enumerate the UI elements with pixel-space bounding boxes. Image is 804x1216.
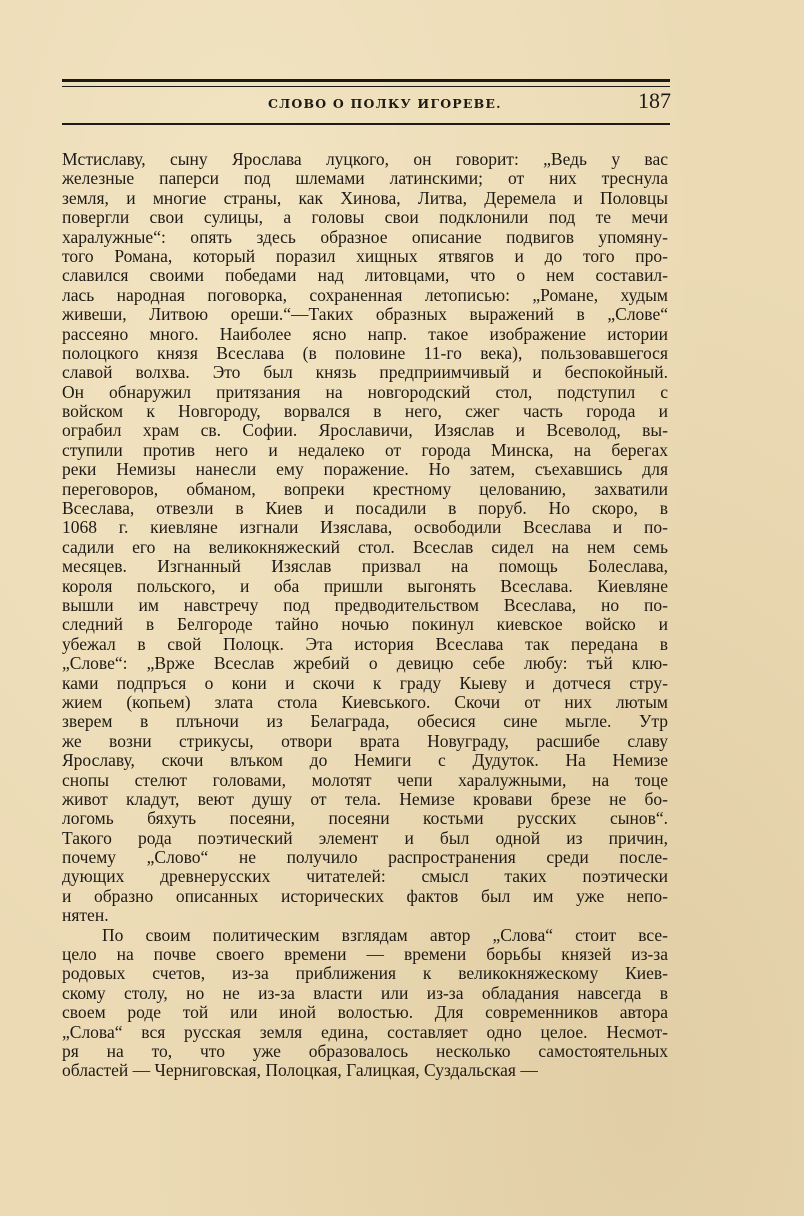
- text-line: логомь бяхуть посеяни, посеяни костьми русских сынов“.: [62, 809, 668, 829]
- text-line: земля, и многие страны, как Хинова, Литва, Деремела и Половцы: [62, 188, 668, 208]
- text-line: того Романа, который поразил хищных ятвягов и до того про-: [62, 246, 668, 266]
- text-line: Ярославу, скочи влъком до Немиги с Дудуток. На Немизе: [62, 751, 668, 771]
- text-line: родовых счетов, из-за приближения к великокняжескому Киев-: [62, 964, 668, 984]
- text-line: полоцкого князя Всеслава (в половине 11-го века), пользовавшегося: [62, 343, 668, 363]
- text-line: ступили против него и недалеко от города Минска, на берегах: [62, 440, 668, 460]
- text-line: дующих древнерусских читателей: смысл таких поэтически: [62, 867, 668, 887]
- body-text: [62, 150, 668, 1081]
- text-line: живот кладут, веют душу от тела. Немизе кровави брезе не бо-: [62, 789, 668, 809]
- text-line: скому столу, но не из-за власти или из-за обладания навсегда в: [62, 983, 668, 1003]
- text-line: и образно описанных исторических фактов был им уже непо-: [62, 886, 668, 906]
- text-line: цело на почве своего времени — времени борьбы князей из-за: [62, 945, 668, 965]
- text-line: железные паперси под шлемами латинскими; от них треснула: [62, 169, 668, 189]
- text-line: Он обнаружил притязания на новгородский стол, подступил с: [62, 382, 668, 402]
- page-number: 187: [638, 88, 671, 113]
- paragraph: [62, 926, 668, 1081]
- text-line: рассеяно много. Наиболее ясно напр. такое изображение истории: [62, 324, 668, 344]
- text-line: Всеслава, отвезли в Киев и посадили в поруб. Но скоро, в: [62, 499, 668, 519]
- text-line: войском к Новгороду, ворвался в него, сжег часть города и: [62, 402, 668, 422]
- text-line: убежал в свой Полоцк. Эта история Всеслава так передана в: [62, 634, 668, 654]
- text-line: ограбил храм св. Софии. Ярославичи, Изяслав и Всеволод, вы-: [62, 421, 668, 441]
- text-line: ками подпръся о кони и скочи к граду Кыеву и дотчеся стру-: [62, 673, 668, 693]
- text-line: почему „Слово“ не получило распространения среди после-: [62, 848, 668, 868]
- text-line: ря на то, что уже образовалось несколько самостоятельных: [62, 1041, 668, 1061]
- text-line: жием (копьем) злата стола Киевського. Скочи от них лютым: [62, 692, 668, 712]
- header-rule-thin: [62, 86, 670, 87]
- paragraph: [62, 150, 668, 926]
- text-line: областей — Черниговская, Полоцкая, Галицкая, Суздальская —: [62, 1061, 538, 1081]
- text-line: живеши, Литвою ореши.“—Таких образных выражений в „Слове“: [62, 305, 668, 325]
- text-line: же возни стрикусы, отвори врата Новуграду, расшибе славу: [62, 731, 668, 751]
- text-line: славился своими победами над литовцами, что о нем составил-: [62, 266, 668, 286]
- text-line: Мстиславу, сыну Ярослава луцкого, он говорит: „Ведь у вас: [62, 150, 668, 169]
- text-line: садили его на великокняжеский стол. Всеслав сидел на нем семь: [62, 537, 668, 557]
- header-rule-thick: [62, 79, 670, 82]
- text-line: славой волхва. Это был князь предприимчивый и беспокойный.: [62, 363, 668, 383]
- text-line: зверем в плъночи из Белаграда, обесися сине мьгле. Утр: [62, 712, 668, 732]
- running-title: СЛОВО О ПОЛКУ ИГОРЕВЕ.: [268, 96, 502, 111]
- text-line: реки Немизы нанесли ему поражение. Но затем, съехавшись для: [62, 460, 668, 480]
- text-line: „Слове“: „Вржe Всеслав жребий о девицю себе любу: тъй клю-: [62, 654, 668, 674]
- header-rule-bottom: [62, 123, 670, 125]
- text-line: снопы стелют головами, молотят чепи харалужными, на тоце: [62, 770, 668, 790]
- text-line: месяцев. Изгнанный Изяслав призвал на помощь Болеслава,: [62, 557, 668, 577]
- text-line: следний в Белгороде тайно ночью покинул киевское войско и: [62, 615, 668, 635]
- text-line: переговоров, обманом, вопреки крестному целованию, захватили: [62, 479, 668, 499]
- text-line: лась народная поговорка, сохраненная летописью: „Романе, худым: [62, 285, 668, 305]
- text-line: харалужные“: опять здесь образное описание подвигов упомяну-: [62, 227, 668, 247]
- text-line: „Слова“ вся русская земля едина, составляет одно целое. Несмот-: [62, 1022, 668, 1042]
- text-line: повергли свои сулицы, а головы свои подклонили под те мечи: [62, 208, 668, 228]
- text-line: Такого рода поэтический элемент и был одной из причин,: [62, 828, 668, 848]
- text-line: 1068 г. киевляне изгнали Изяслава, освободили Всеслава и по-: [62, 518, 668, 538]
- text-line: По своим политическим взглядам автор „Слова“ стоит все-: [102, 925, 668, 945]
- text-line: нятен.: [62, 906, 109, 926]
- text-line: своем роде той или иной волостью. Для современников автора: [62, 1003, 668, 1023]
- text-line: короля польского, и оба пришли выгонять Всеслава. Киевляне: [62, 576, 668, 596]
- text-line: вышли им навстречу под предводительством Всеслава, но по-: [62, 595, 668, 615]
